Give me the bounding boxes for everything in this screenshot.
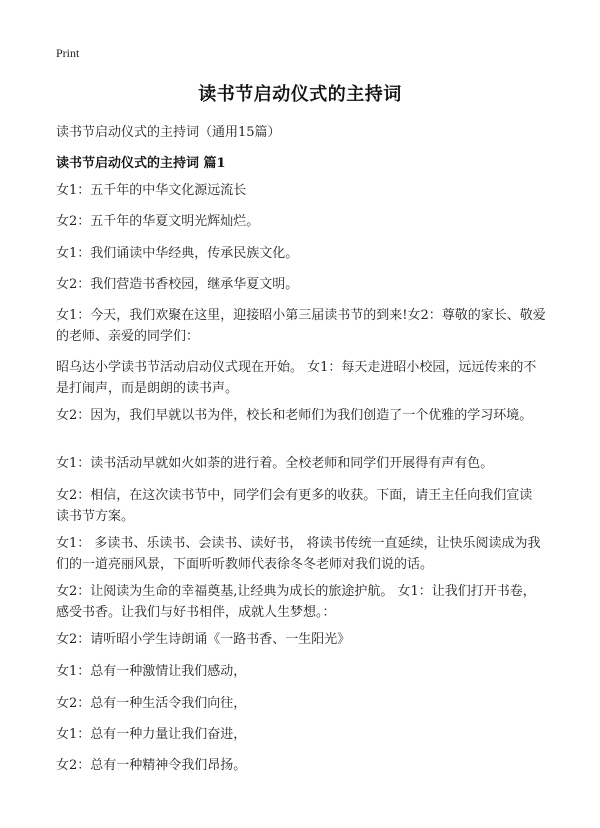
paragraph: 女2：因为，我们早就以书为伴，校长和老师们为我们创造了一个优雅的学习环境。	[56, 408, 533, 423]
paragraph: 女1：读书活动早就如火如荼的进行着。全校老师和同学们开展得有声有色。	[56, 456, 494, 471]
paragraph: 女2：我们营造书香校园，继承华夏文明。	[56, 277, 299, 292]
paragraph: 女2：总有一种精神令我们昂扬。	[56, 758, 247, 773]
paragraph: 女2：请听昭小学生诗朗诵《一路书香、一生阳光》	[56, 632, 351, 647]
document-subtitle: 读书节启动仪式的主持词（通用15篇）	[56, 125, 281, 140]
paragraph: 女1：今天，我们欢聚在这里，迎接昭小第三届读书节的到来!女2：尊敬的家长、敬爱的老师、亲爱的同学们：	[56, 308, 546, 344]
section-heading: 读书节启动仪式的主持词 篇1	[56, 156, 226, 171]
paragraph: 女1：五千年的中华文化源远流长	[56, 183, 247, 198]
paragraph: 女2：五千年的华夏文明光辉灿烂。	[56, 214, 260, 229]
paragraph: 女1：总有一种力量让我们奋进，	[56, 727, 247, 742]
paragraph: 女1： 多读书、乐读书、会读书、读好书， 将读书传统一直延续，让快乐阅读成为我们的一道亮丽风景，下面听听教师代表徐冬冬老师对我们说的话。	[56, 536, 541, 572]
print-link[interactable]: Print	[56, 46, 80, 60]
paragraph: 昭乌达小学读书节活动启动仪式现在开始。 女1：每天走进昭小校园，远远传来的不是打闹声，而是朗朗的读书声。	[56, 360, 537, 396]
paragraph: 女2：总有一种生活令我们向往，	[56, 696, 247, 711]
paragraph: 女1：我们诵读中华经典，传承民族文化。	[56, 246, 299, 261]
paragraph: 女2：让阅读为生命的幸福奠基,让经典为成长的旅途护航。 女1：让我们打开书卷，感受书香。让我们与好书相伴，成就人生梦想。：	[56, 584, 536, 620]
paragraph: 女1：总有一种激情让我们感动，	[56, 664, 247, 679]
paragraph: 女2：相信，在这次读书节中，同学们会有更多的收获。下面，请王主任向我们宣读 读书节方案。	[56, 488, 533, 524]
page-title: 读书节启动仪式的主持词	[198, 84, 402, 105]
